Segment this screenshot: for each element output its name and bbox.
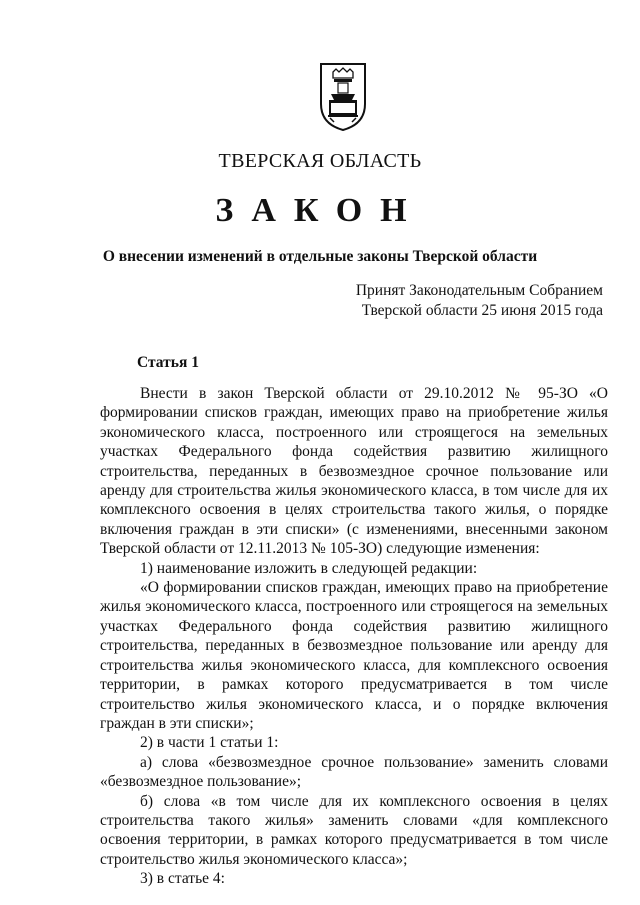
- adoption-note: [356, 281, 603, 321]
- adoption-line-2: Тверской области 25 июня 2015 года: [361, 302, 603, 319]
- article-paragraph: 3) в статье 4:: [140, 870, 225, 888]
- article-paragraph: 2) в части 1 статьи 1:: [140, 734, 279, 752]
- document-subject: О внесении изменений в отдельные законы Тверской области: [102, 248, 538, 265]
- tver-coat-of-arms-icon: [318, 60, 368, 132]
- article-paragraph: 1) наименование изложить в следующей редакции:: [140, 559, 478, 577]
- article-paragraph: б) слова «в том числе для их комплексного освоения в целях строительства такого жилья» заменить словами «для комплексного освоения территории, в рамках которого предусматривается в том числе строительство жилья экономического класса»;: [100, 792, 608, 868]
- article-paragraph: Внести в закон Тверской области от 29.10.2012 № 95-ЗО «О формировании списков граждан, имеющих право на приобретение жилья экономического класса, построенного или строящегося на земельных участках Федерального фонда содействия развитию жилищного строительства, переданных в безвозмездное срочное пользование или аренду для строительства жилья экономического класса, в том числе для их комплексного освоения в целях строительства такого жилья, о порядке включения граждан в эти списки» (с изменениями, внесенными законом Тверской области от 12.11.2013 № 105-ЗО) следующие изменения:: [100, 385, 608, 558]
- document-type: ЗАКОН: [215, 192, 425, 229]
- article-paragraph: а) слова «безвозмездное срочное пользование» заменить словами «безвозмездное пользование»;: [100, 753, 608, 791]
- article-paragraph: «О формировании списков граждан, имеющих право на приобретение жилья экономического класса, построенного или строящегося на земельных участках Федерального фонда содействия развитию жилищного строительства, переданных в безвозмездное пользование или аренду для строительства жилья экономического класса, для комплексного освоения территории, в рамках которого предусматривается в том числе строительство жилья экономического класса, и о порядке включения граждан в эти списки»;: [100, 579, 608, 732]
- article-title: Статья 1: [137, 354, 199, 371]
- adoption-line-1: Принят Законодательным Собранием: [355, 282, 603, 299]
- article-body: [100, 384, 608, 889]
- region-title: ТВЕРСКАЯ ОБЛАСТЬ: [218, 150, 422, 172]
